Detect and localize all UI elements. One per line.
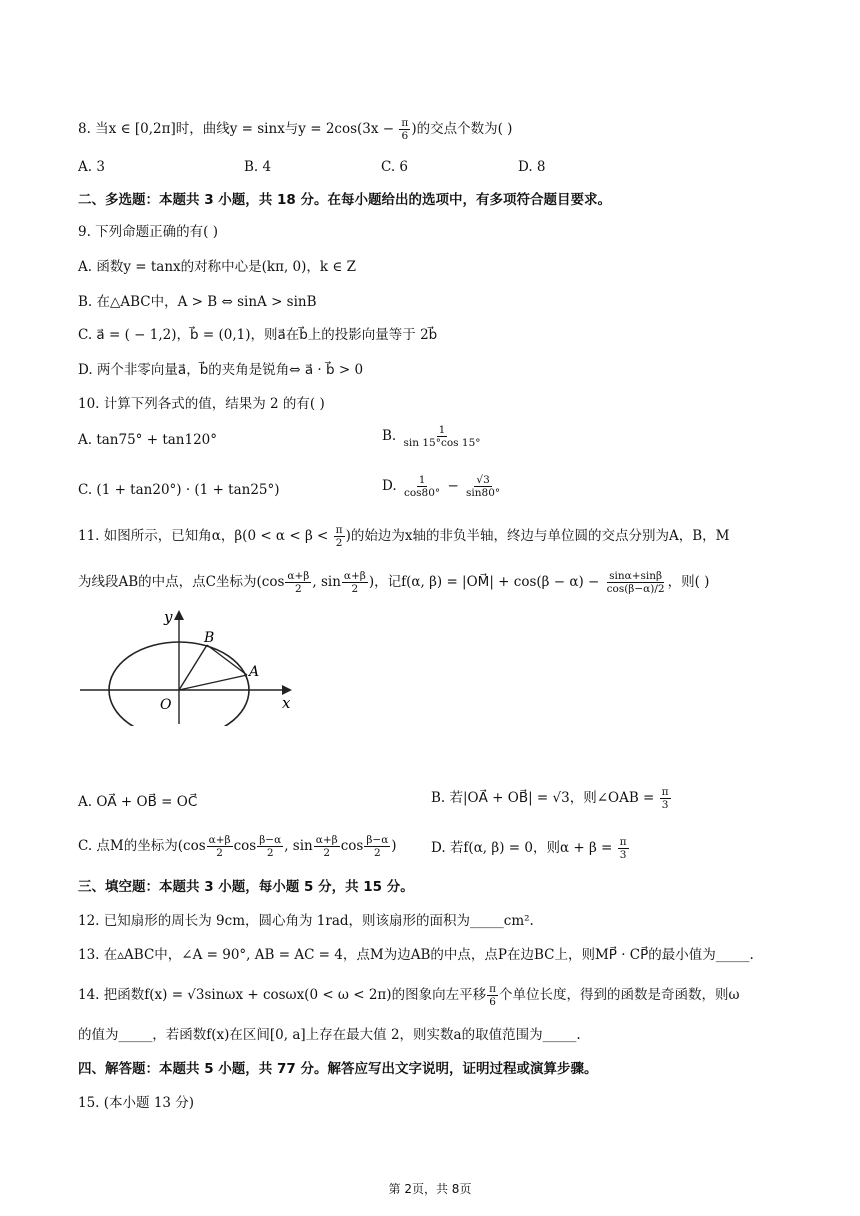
q11-line2-fraction-2	[342, 570, 368, 595]
q11-line2-fraction-3	[605, 570, 667, 595]
q11-stem-line-1	[78, 524, 729, 549]
q11-stem-line-2	[78, 570, 709, 595]
q8-option-a: A. 3	[78, 159, 105, 175]
fraction-numerator: α+β	[343, 570, 366, 582]
fraction-numerator: α+β	[208, 834, 231, 846]
q11-c-fraction-3	[314, 834, 340, 859]
label-y: y	[164, 608, 173, 626]
option-label: D.	[382, 478, 397, 494]
q14-line1-text-end: 个单位长度，得到的函数是奇函数，则ω	[498, 987, 740, 1003]
q11-line2-sep: , sin	[312, 574, 341, 590]
fraction-denominator: cos80°	[403, 487, 441, 499]
unit-circle-figure	[78, 606, 298, 726]
fraction-denominator: 3	[619, 849, 627, 861]
q11-c-cos-2: cos	[340, 838, 364, 854]
q11-c-cos: cos	[233, 838, 257, 854]
q15: 15. (本小题 13 分)	[78, 1095, 195, 1111]
q11-option-b	[431, 786, 672, 811]
label-o: O	[160, 697, 172, 713]
q11-line1-text: 11. 如图所示，已知角α，β(0 < α < β <	[78, 528, 333, 544]
q8-option-d: D. 8	[518, 159, 546, 175]
label-x: x	[282, 694, 291, 712]
q11-line2-text-mid: )，记f(α, β) = |OM⃗| + cos(β − α) −	[368, 574, 604, 590]
section-3-heading: 三、填空题：本题共 3 小题，每小题 5 分，共 15 分。	[78, 879, 414, 895]
fraction-numerator: 1	[438, 424, 446, 436]
fraction-denominator: 2	[373, 847, 381, 859]
q11-c-text: C. 点M的坐标为(cos	[78, 838, 206, 854]
fraction-denominator: 6	[401, 130, 409, 142]
q10-stem: 10. 计算下列各式的值，结果为 2 的有( )	[78, 396, 325, 412]
q8-stem-text: 8. 当x ∈ [0,2π]时，曲线y = sinx与y = 2cos(3x −	[78, 121, 399, 137]
q11-line1-fraction	[334, 524, 345, 549]
q12: 12. 已知扇形的周长为 9cm，圆心角为 1rad，则该扇形的面积为_____cm².	[78, 913, 534, 929]
q11-line2-fraction-1	[285, 570, 311, 595]
fraction-numerator: π	[489, 983, 496, 995]
fraction-denominator: cos(β−α)/2	[606, 583, 665, 595]
q9-stem: 9. 下列命题正确的有( )	[78, 224, 218, 240]
label-a: A	[249, 664, 260, 680]
fraction-denominator: 3	[661, 799, 669, 811]
q8-fraction	[399, 117, 410, 142]
q11-line2-text-end: ，则( )	[667, 574, 710, 590]
page-footer: 第 2页，共 8页	[388, 1182, 472, 1196]
y-axis-arrow-icon	[174, 610, 184, 620]
q10-b-fraction	[402, 424, 483, 449]
q11-d-text: D. 若f(α, β) = 0，则α + β =	[431, 840, 617, 856]
segment-ob	[179, 645, 207, 690]
minus-sign: −	[447, 478, 459, 494]
q8-option-c: C. 6	[381, 159, 409, 175]
option-label: B.	[382, 428, 397, 444]
q11-b-text: B. 若|OA⃗ + OB⃗| = √3，则∠OAB =	[431, 790, 659, 806]
fraction-numerator: π	[401, 117, 409, 129]
q14-line1-text: 14. 把函数f(x) = √3sinωx + cosωx(0 < ω < 2π)的图象向左平移	[78, 987, 487, 1003]
q11-option-d	[431, 836, 630, 861]
q10-option-c: C. (1 + tan20°) · (1 + tan25°)	[78, 482, 280, 498]
q13: 13. 在▵ABC中，∠A = 90°, AB = AC = 4，点M为边AB的中点，点P在边BC上，则MP⃗ · CP⃗的最小值为_____.	[78, 947, 754, 963]
fraction-denominator: 2	[351, 583, 359, 595]
q9-option-a: A. 函数y = tanx的对称中心是(kπ, 0)，k ∈ Z	[78, 259, 357, 275]
q9-option-c: C. a⃗ = ( − 1,2)，b⃗ = (0,1)，则a⃗在b⃗上的投影向量等于 2b⃗	[78, 327, 438, 343]
section-4-heading: 四、解答题：本题共 5 小题，共 77 分。解答应写出文字说明，证明过程或演算步骤。	[78, 1061, 598, 1077]
q10-option-d	[382, 474, 503, 499]
fraction-numerator: 1	[418, 474, 426, 486]
fraction-denominator: 2	[216, 847, 223, 859]
q11-b-fraction	[660, 786, 671, 811]
fraction-denominator: sin80°	[466, 487, 501, 499]
q8-stem-end: )的交点个数为( )	[411, 121, 513, 137]
q11-option-c	[78, 834, 397, 859]
q10-option-b	[382, 424, 484, 449]
q11-c-fraction-4	[364, 834, 390, 859]
q11-d-fraction	[618, 836, 629, 861]
fraction-numerator: β−α	[366, 834, 389, 846]
q8-option-b: B. 4	[244, 159, 272, 175]
fraction-numerator: sinα+sinβ	[609, 570, 663, 582]
fraction-numerator: β−α	[259, 834, 282, 846]
q11-c-sin: , sin	[284, 838, 313, 854]
fraction-denominator: sin 15°cos 15°	[403, 437, 481, 449]
q8-stem	[78, 117, 512, 142]
fraction-denominator: 2	[295, 583, 302, 595]
q11-c-fraction-2	[257, 834, 283, 859]
fraction-numerator: π	[619, 836, 627, 848]
fraction-numerator: α+β	[287, 570, 310, 582]
q10-d-fraction-1	[402, 474, 442, 499]
segment-ab	[207, 645, 247, 675]
q14-line-1	[78, 983, 740, 1008]
fraction-denominator: 6	[489, 996, 496, 1008]
fraction-denominator: 2	[323, 847, 331, 859]
fraction-denominator: 2	[335, 537, 343, 549]
segment-oa	[179, 675, 247, 690]
q11-option-a: A. OA⃗ + OB⃗ = OC⃗	[78, 794, 198, 810]
section-2-heading: 二、多选题：本题共 3 小题，共 18 分。在每小题给出的选项中，有多项符合题目要求。	[78, 192, 611, 208]
q14-fraction	[487, 983, 498, 1008]
q9-option-d: D. 两个非零向量a⃗，b⃗的夹角是锐角⇔ a⃗ · b⃗ > 0	[78, 362, 364, 378]
q11-c-end: )	[391, 838, 397, 854]
label-b: B	[204, 630, 215, 646]
q11-line1-text-end: )的始边为x轴的非负半轴，终边与单位圆的交点分别为A，B，M	[345, 528, 730, 544]
q14-line-2: 的值为_____，若函数f(x)在区间[0, a]上存在最大值 2，则实数a的取值范围为_____.	[78, 1027, 581, 1043]
fraction-denominator: 2	[266, 847, 274, 859]
q10-d-fraction-2	[464, 474, 502, 499]
q11-line2-text: 为线段AB的中点，点C坐标为(cos	[78, 574, 285, 590]
q9-option-b: B. 在△ABC中，A > B ⇔ sinA > sinB	[78, 294, 317, 310]
fraction-numerator: π	[661, 786, 669, 798]
fraction-numerator: α+β	[315, 834, 338, 846]
fraction-numerator: √3	[476, 474, 490, 486]
q10-option-a: A. tan75° + tan120°	[78, 432, 218, 448]
q11-c-fraction-1	[207, 834, 233, 859]
fraction-numerator: π	[335, 524, 343, 536]
